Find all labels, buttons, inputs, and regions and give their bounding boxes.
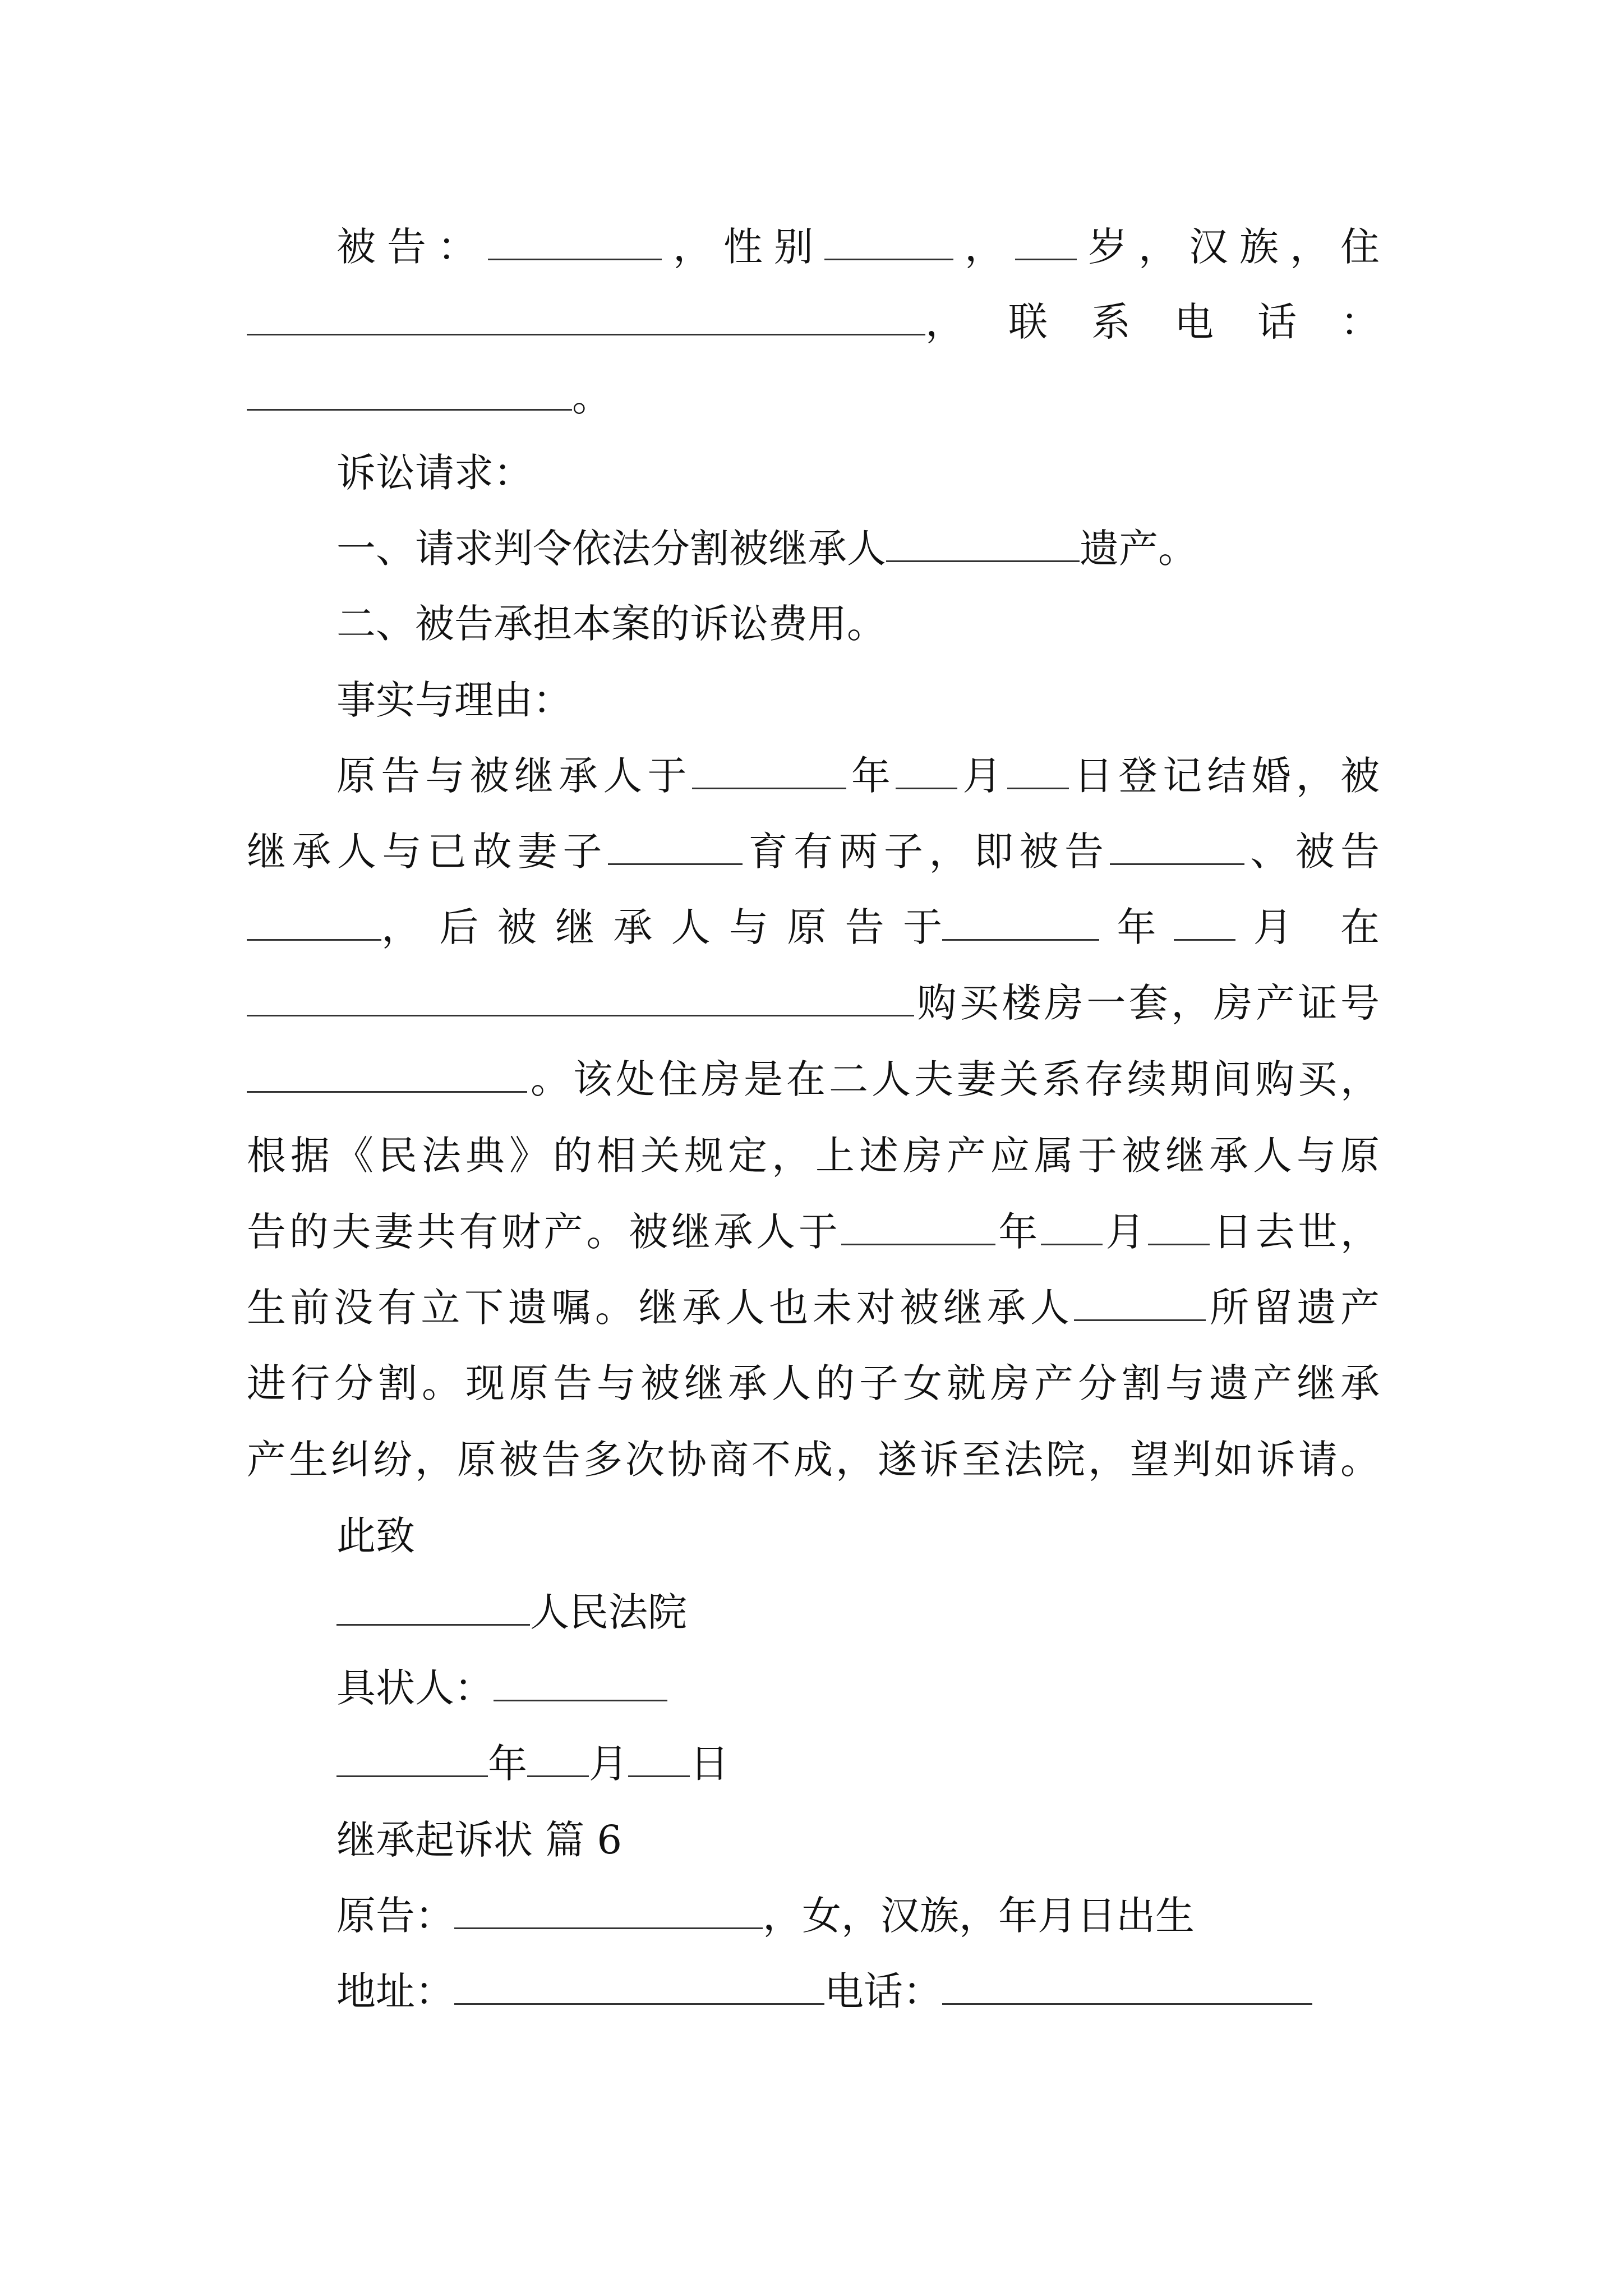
facts-text: 、被告 — [1244, 829, 1380, 875]
month-blank — [1174, 904, 1235, 941]
signer-blank — [494, 1665, 667, 1701]
plaintiff-name-blank — [454, 1893, 763, 1929]
month-blank — [527, 1741, 589, 1777]
month-blank — [896, 753, 957, 789]
signer-label: 具状人： — [336, 1665, 494, 1711]
address-blank — [247, 299, 925, 335]
date-line — [336, 1737, 1380, 1791]
facts-text: 继承人与已故妻子 — [247, 829, 608, 875]
facts-line-9: 进行分割。现原告与被继承人的子女就房产分割与遗产继承 — [247, 1360, 1380, 1406]
month-label: 月 — [957, 753, 1007, 799]
claim-1 — [336, 522, 1380, 576]
section-title: 继承起诉状 篇 6 — [336, 1817, 623, 1863]
phone-label: 电话： — [824, 1968, 942, 2014]
facts-heading: 事实与理由： — [336, 677, 572, 723]
plaintiff-label: 原告： — [336, 1893, 454, 1939]
signer-line — [336, 1661, 1380, 1715]
address-label: 地址： — [336, 1968, 454, 2014]
month-label: 月 — [1102, 1209, 1149, 1255]
month-label: 月 — [589, 1741, 628, 1787]
defendant-line-1 — [336, 220, 1380, 274]
year-blank — [336, 1741, 488, 1777]
claim-1-end: 遗产。 — [1080, 526, 1197, 572]
plaintiff-info: ，女，汉族，年月日出生 — [763, 1893, 1195, 1939]
claims-heading: 诉讼请求： — [336, 450, 533, 496]
claim-2: 二、被告承担本案的诉讼费用。 — [336, 601, 886, 647]
facts-line-7 — [247, 1205, 1380, 1259]
son-1-blank — [1110, 829, 1244, 865]
month-blank — [1041, 1209, 1103, 1245]
claim-1-text: 一、请求判令依法分割被继承人 — [336, 526, 886, 572]
phone-blank — [247, 374, 572, 411]
defendant-name-blank — [488, 224, 662, 260]
facts-text: 日登记结婚，被 — [1068, 753, 1380, 799]
comma-text: ， — [953, 224, 1015, 270]
facts-text: 告的夫妻共有财产。被继承人于 — [247, 1209, 841, 1255]
facts-line-4 — [247, 976, 1380, 1030]
facts-line-2 — [247, 825, 1380, 878]
year-label: 年 — [1099, 904, 1174, 950]
facts-text: ， 后 被 继 承 人 与 原 告 于 — [381, 904, 942, 950]
day-blank — [628, 1741, 690, 1777]
facts-text: 购买楼房一套，房产证号 — [914, 980, 1380, 1026]
defendant-label: 被告： — [336, 224, 488, 270]
son-2-blank — [247, 904, 381, 941]
gender-label: ，性别 — [662, 224, 824, 270]
year-label: 年 — [995, 1209, 1041, 1255]
plaintiff-line — [336, 1889, 1380, 1943]
age-blank — [1015, 224, 1077, 260]
facts-line-3 — [247, 900, 1380, 954]
facts-text: 所留遗产 — [1205, 1285, 1380, 1331]
year-blank — [692, 753, 846, 789]
facts-line-1 — [336, 749, 1380, 803]
year-blank — [942, 904, 1099, 941]
defendant-line-2 — [247, 295, 1380, 349]
facts-text: 原告与被继承人于 — [336, 753, 692, 799]
facts-text: 生前没有立下遗嘱。继承人也未对被继承人 — [247, 1285, 1074, 1331]
court-label: 人民法院 — [530, 1589, 687, 1635]
facts-line-6: 根据《民法典》的相关规定，上述房产应属于被继承人与原 — [247, 1133, 1380, 1179]
address-line — [336, 1964, 1380, 2018]
facts-text: 育有两子，即被告 — [743, 829, 1110, 875]
age-ethnic-address-label: 岁，汉族，住 — [1077, 224, 1380, 270]
phone-label: ， 联 系 电 话 ： — [925, 299, 1380, 345]
facts-text: 日去世， — [1210, 1209, 1380, 1255]
certificate-number-blank — [247, 1056, 527, 1093]
facts-line-5 — [247, 1052, 1380, 1106]
year-blank — [841, 1209, 995, 1245]
gender-blank — [824, 224, 953, 260]
facts-text: 。该处住房是在二人夫妻关系存续期间购买， — [527, 1056, 1380, 1102]
facts-line-10: 产生纠纷，原被告多次协商不成，遂诉至法院，望判如诉请。 — [247, 1437, 1380, 1483]
salutation: 此致 — [336, 1513, 415, 1559]
period-text: 。 — [572, 374, 611, 420]
day-blank — [1148, 1209, 1210, 1245]
defendant-line-3 — [247, 370, 1380, 424]
facts-text: 月 在 — [1235, 904, 1380, 950]
year-label: 年 — [846, 753, 896, 799]
decedent-blank — [1074, 1285, 1206, 1321]
facts-line-8 — [247, 1281, 1380, 1335]
decedent-blank — [886, 526, 1080, 562]
day-blank — [1007, 753, 1069, 789]
address-blank — [454, 1968, 824, 2005]
court-name-blank — [336, 1589, 530, 1626]
court-line — [336, 1585, 1380, 1639]
wife-name-blank — [608, 829, 743, 865]
location-blank — [247, 980, 914, 1016]
phone-blank — [942, 1968, 1312, 2005]
year-label: 年 — [488, 1741, 527, 1787]
day-label: 日 — [690, 1741, 729, 1787]
